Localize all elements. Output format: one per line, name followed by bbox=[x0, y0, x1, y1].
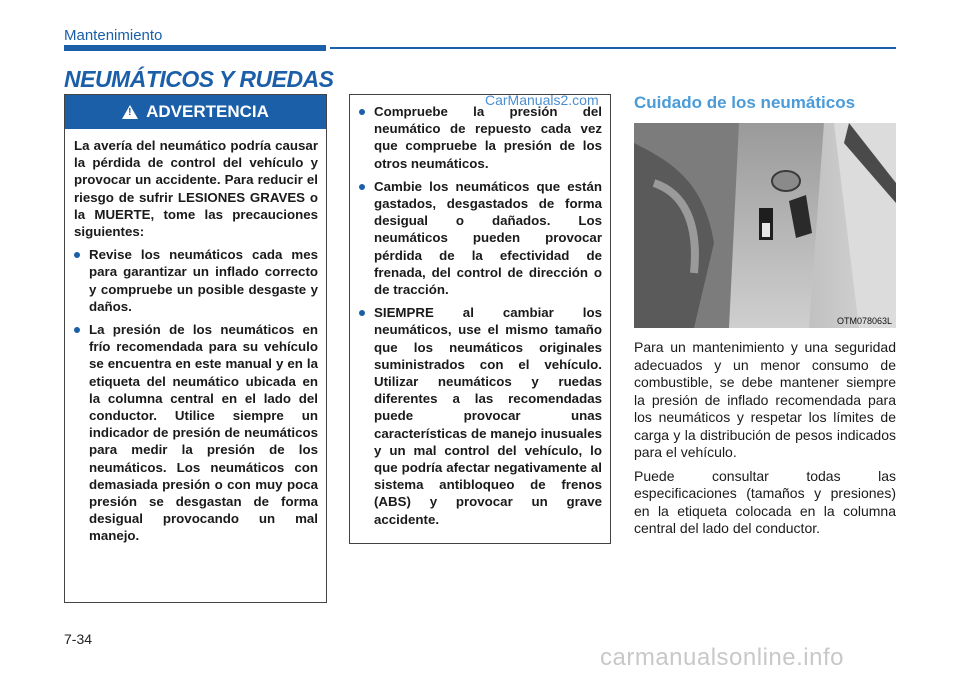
bullet-icon bbox=[359, 184, 365, 190]
warning-icon: ! bbox=[122, 105, 138, 119]
list-item: Revise los neumáticos cada mes para garantizar un inflado correcto y compruebe un posible desgaste y daños. bbox=[74, 246, 318, 315]
warning-cont-list bbox=[359, 103, 602, 528]
list-item: SIEMPRE al cambiar los neumáticos, use el mismo tamaño que los neumáticos originales suministrados con el vehículo. Utilizar neumáticos y ruedas diferentes a las recomendadas puede provocar unas características de manejo inusuales y un mal control del vehículo, lo que podría afectar negativamente al sistema antibloqueo de frenos (ABS) y provocar un grave accidente. bbox=[359, 304, 602, 528]
list-item: Cambie los neumáticos que están gastados, desgastados de forma desigual o dañados. Los neumáticos pueden provocar pérdida de la efectividad de frenada, del control de dirección o de tracción. bbox=[359, 178, 602, 298]
header-rule-thin bbox=[330, 47, 896, 49]
warning-continued-box bbox=[349, 94, 611, 544]
bullet-icon bbox=[74, 252, 80, 258]
bullet-icon bbox=[359, 310, 365, 316]
watermark-link[interactable]: CarManuals2.com bbox=[485, 92, 599, 108]
image-code: OTM078063L bbox=[836, 316, 892, 326]
warning-list bbox=[74, 246, 318, 544]
door-pillar-photo bbox=[634, 123, 896, 328]
footer-watermark[interactable]: carmanualsonline.info bbox=[600, 644, 844, 671]
warning-intro: La avería del neumático podría causar la pérdida de control del vehículo y provocar un accidente. Para reducir el riesgo de sufrir LESIONES GRAVES o la MUERTE, tome las precauciones siguientes: bbox=[74, 138, 318, 240]
bullet-icon bbox=[359, 109, 365, 115]
header-rule-thick bbox=[64, 45, 326, 51]
warning-header bbox=[65, 95, 326, 129]
list-item: Compruebe la presión del neumático de repuesto cada vez que compruebe la presión de los otros neumáticos. bbox=[359, 103, 602, 172]
care-body bbox=[634, 339, 896, 544]
warning-box bbox=[64, 94, 327, 603]
care-paragraph: Para un mantenimiento y una seguridad adecuados y un menor consumo de combustible, se debe mantener siempre la presión de inflado recomendada para los neumáticos y respetar los límites de carga y la distribución de pesos indicados para el vehículo. bbox=[634, 339, 896, 460]
section-label: Mantenimiento bbox=[64, 27, 163, 44]
bullet-icon bbox=[74, 327, 80, 333]
list-item: La presión de los neumáticos en frío recomendada para su vehículo se encuentra en este manual y en la etiqueta del neumático ubicada en la columna central en el lado del conductor. Utilice siempre un indicador de presión de neumáticos para medir la presión de los neumáticos. Los neumáticos con demasiada presión o con muy poca presión se desgastan de forma desigual provocando un mal manejo. bbox=[74, 321, 318, 545]
page-title: NEUMÁTICOS Y RUEDAS bbox=[64, 66, 334, 92]
care-paragraph: Puede consultar todas las especificaciones (tamaños y presiones) en la etiqueta colocada en la columna central del lado del conductor. bbox=[634, 467, 896, 536]
warning-heading: ADVERTENCIA bbox=[146, 102, 269, 121]
care-title: Cuidado de los neumáticos bbox=[634, 93, 856, 112]
page-number: 7-34 bbox=[64, 631, 93, 647]
